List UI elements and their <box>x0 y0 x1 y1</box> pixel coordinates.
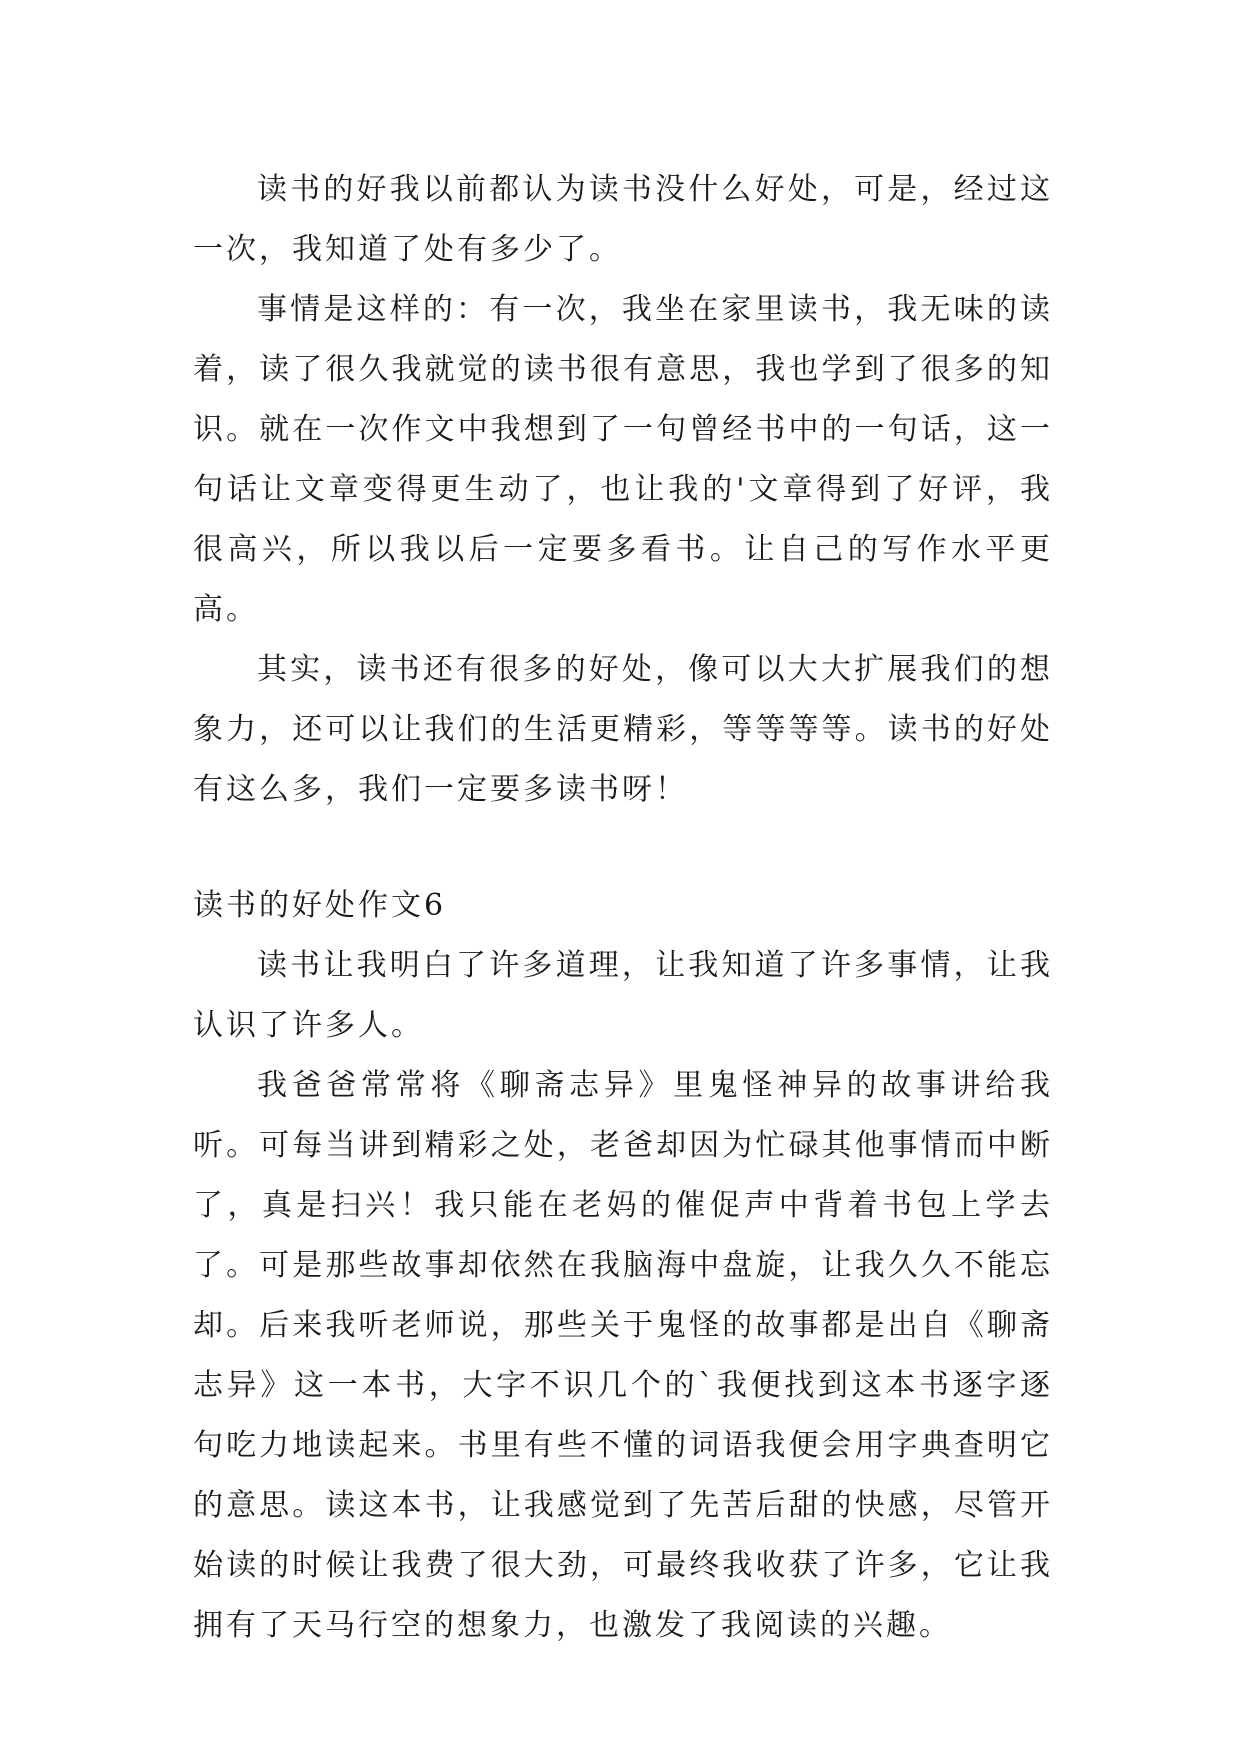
document-body <box>193 160 1053 1656</box>
paragraph: 读书的好我以前都认为读书没什么好处，可是，经过这一次，我知道了处有多少了。 <box>193 172 1053 267</box>
paragraph: 读书让我明白了许多道理，让我知道了许多事情，让我认识了许多人。 <box>193 948 1053 1043</box>
paragraph: 我爸爸常常将《聊斋志异》里鬼怪神异的故事讲给我听。可每当讲到精彩之处，老爸却因为忙碌其他事情而中断了，真是扫兴！我只能在老妈的催促声中背着书包上学去了。可是那些故事却依然在我脑海中盘旋，让我久久不能忘却。后来我听老师说，那些关于鬼怪的故事都是出自《聊斋志异》这一本书，大字不识几个的`我便找到这本书逐字逐句吃力地读起来。书里有些不懂的词语我便会用字典查明它的意思。读这本书，让我感觉到了先苦后甜的快感，尽管开始读的时候让我费了很大劲，可最终我收获了许多，它让我拥有了天马行空的想象力，也激发了我阅读的兴趣。 <box>193 1068 1053 1643</box>
paragraph: 其实，读书还有很多的好处，像可以大大扩展我们的想象力，还可以让我们的生活更精彩，等等等等。读书的好处有这么多，我们一定要多读书呀！ <box>193 652 1053 807</box>
section-title: 读书的好处作文6 <box>193 888 447 923</box>
paragraph: 事情是这样的：有一次，我坐在家里读书，我无味的读着，读了很久我就觉的读书很有意思，我也学到了很多的知识。就在一次作文中我想到了一句曾经书中的一句话，这一句话让文章变得更生动了，也让我的'文章得到了好评，我很高兴，所以我以后一定要多看书。让自己的写作水平更高。 <box>193 292 1053 627</box>
